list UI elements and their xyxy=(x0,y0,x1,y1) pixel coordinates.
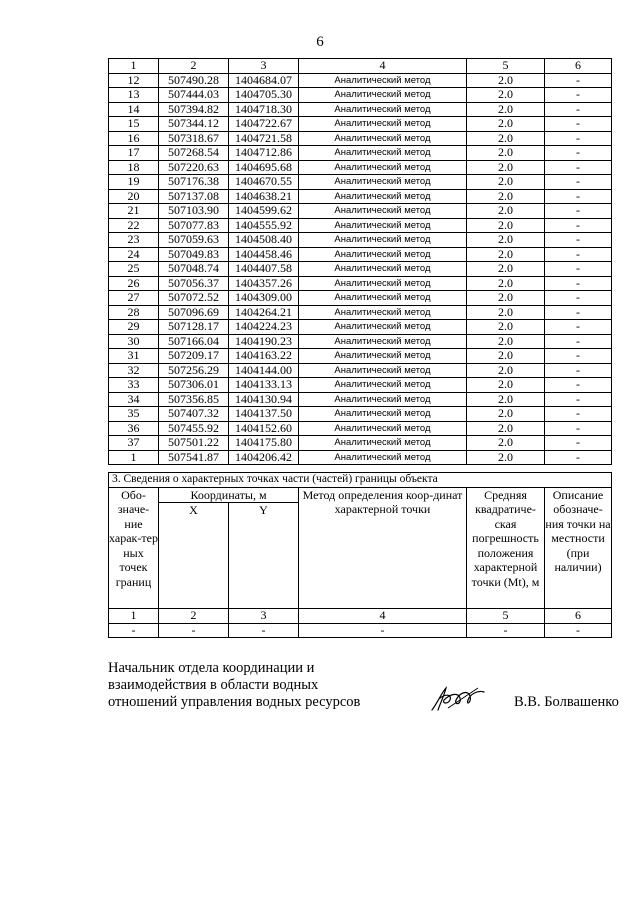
description-cell: - xyxy=(545,421,612,436)
point-number-cell: 27 xyxy=(109,291,159,306)
y-coordinate-cell: 1404684.07 xyxy=(229,73,299,88)
error-cell: 2.0 xyxy=(467,378,545,393)
section-title: 3. Сведения о характерных точках части (частей) границы объекта xyxy=(109,473,612,488)
table-row xyxy=(109,320,612,335)
y-coordinate-cell: 1404721.58 xyxy=(229,131,299,146)
method-cell: Аналитический метод xyxy=(299,392,467,407)
number-cell: 2 xyxy=(159,609,229,624)
description-cell: - xyxy=(545,218,612,233)
point-number-cell: 35 xyxy=(109,407,159,422)
table-row xyxy=(109,233,612,248)
data-cell: - xyxy=(159,623,229,638)
error-cell: 2.0 xyxy=(467,117,545,132)
error-cell: 2.0 xyxy=(467,189,545,204)
number-cell: 3 xyxy=(229,609,299,624)
x-coordinate-cell: 507048.74 xyxy=(159,262,229,277)
page-number: 6 xyxy=(316,34,324,50)
error-cell: 2.0 xyxy=(467,450,545,465)
method-cell: Аналитический метод xyxy=(299,102,467,117)
header-cell: 3 xyxy=(229,59,299,74)
method-cell: Аналитический метод xyxy=(299,334,467,349)
method-cell: Аналитический метод xyxy=(299,320,467,335)
error-cell: 2.0 xyxy=(467,407,545,422)
description-cell: - xyxy=(545,305,612,320)
error-cell: 2.0 xyxy=(467,73,545,88)
point-number-cell: 24 xyxy=(109,247,159,262)
table-row xyxy=(109,262,612,277)
section-data-row xyxy=(109,623,612,638)
x-coordinate-cell: 507268.54 xyxy=(159,146,229,161)
x-coordinate-cell: 507166.04 xyxy=(159,334,229,349)
y-coordinate-cell: 1404163.22 xyxy=(229,349,299,364)
y-coordinate-cell: 1404712.86 xyxy=(229,146,299,161)
table-row xyxy=(109,363,612,378)
description-cell: - xyxy=(545,204,612,219)
description-cell: - xyxy=(545,262,612,277)
table-row xyxy=(109,421,612,436)
method-cell: Аналитический метод xyxy=(299,262,467,277)
designation-header: Обо-значе-ние харак-тер ных точек границ xyxy=(109,487,159,609)
error-cell: 2.0 xyxy=(467,363,545,378)
point-number-cell: 1 xyxy=(109,450,159,465)
method-cell: Аналитический метод xyxy=(299,276,467,291)
table-header-row xyxy=(109,59,612,74)
error-cell: 2.0 xyxy=(467,218,545,233)
x-coordinate-cell: 507128.17 xyxy=(159,320,229,335)
table-row xyxy=(109,218,612,233)
point-number-cell: 28 xyxy=(109,305,159,320)
x-coordinate-cell: 507455.92 xyxy=(159,421,229,436)
method-cell: Аналитический метод xyxy=(299,363,467,378)
method-cell: Аналитический метод xyxy=(299,189,467,204)
error-cell: 2.0 xyxy=(467,102,545,117)
description-cell: - xyxy=(545,407,612,422)
error-cell: 2.0 xyxy=(467,349,545,364)
x-coordinate-cell: 507137.08 xyxy=(159,189,229,204)
x-header: X xyxy=(159,503,229,609)
description-cell: - xyxy=(545,175,612,190)
table-row xyxy=(109,117,612,132)
point-number-cell: 17 xyxy=(109,146,159,161)
method-cell: Аналитический метод xyxy=(299,421,467,436)
point-number-cell: 15 xyxy=(109,117,159,132)
method-cell: Аналитический метод xyxy=(299,218,467,233)
y-coordinate-cell: 1404190.23 xyxy=(229,334,299,349)
error-cell: 2.0 xyxy=(467,421,545,436)
method-cell: Аналитический метод xyxy=(299,88,467,103)
error-cell: 2.0 xyxy=(467,204,545,219)
description-cell: - xyxy=(545,102,612,117)
y-coordinate-cell: 1404264.21 xyxy=(229,305,299,320)
y-coordinate-cell: 1404722.67 xyxy=(229,117,299,132)
header-cell: 2 xyxy=(159,59,229,74)
method-cell: Аналитический метод xyxy=(299,204,467,219)
method-cell: Аналитический метод xyxy=(299,378,467,393)
x-coordinate-cell: 507077.83 xyxy=(159,218,229,233)
data-cell: - xyxy=(229,623,299,638)
table-row xyxy=(109,131,612,146)
point-number-cell: 21 xyxy=(109,204,159,219)
x-coordinate-cell: 507490.28 xyxy=(159,73,229,88)
data-cell: - xyxy=(299,623,467,638)
y-coordinate-cell: 1404152.60 xyxy=(229,421,299,436)
point-number-cell: 22 xyxy=(109,218,159,233)
method-cell: Аналитический метод xyxy=(299,291,467,306)
method-cell: Аналитический метод xyxy=(299,160,467,175)
description-cell: - xyxy=(545,146,612,161)
number-cell: 6 xyxy=(545,609,612,624)
error-cell: 2.0 xyxy=(467,160,545,175)
table-row xyxy=(109,247,612,262)
x-coordinate-cell: 507220.63 xyxy=(159,160,229,175)
point-number-cell: 20 xyxy=(109,189,159,204)
error-cell: 2.0 xyxy=(467,175,545,190)
point-number-cell: 34 xyxy=(109,392,159,407)
y-header: Y xyxy=(229,503,299,609)
signature-title-line: отношений управления водных ресурсов xyxy=(108,694,361,710)
error-cell: 2.0 xyxy=(467,131,545,146)
coordinates-table-body xyxy=(109,73,612,465)
error-header: Средняя квадратиче-ская погрешность положения характерной точки (Mt), м xyxy=(467,487,545,609)
x-coordinate-cell: 507256.29 xyxy=(159,363,229,378)
y-coordinate-cell: 1404206.42 xyxy=(229,450,299,465)
y-coordinate-cell: 1404458.46 xyxy=(229,247,299,262)
table-row xyxy=(109,305,612,320)
y-coordinate-cell: 1404144.00 xyxy=(229,363,299,378)
point-number-cell: 23 xyxy=(109,233,159,248)
table-row xyxy=(109,349,612,364)
x-coordinate-cell: 507096.69 xyxy=(159,305,229,320)
y-coordinate-cell: 1404175.80 xyxy=(229,436,299,451)
signature-block xyxy=(108,660,360,711)
number-cell: 1 xyxy=(109,609,159,624)
number-cell: 5 xyxy=(467,609,545,624)
header-cell: 6 xyxy=(545,59,612,74)
method-cell: Аналитический метод xyxy=(299,117,467,132)
error-cell: 2.0 xyxy=(467,247,545,262)
x-coordinate-cell: 507209.17 xyxy=(159,349,229,364)
table-row xyxy=(109,88,612,103)
table-row xyxy=(109,189,612,204)
handwritten-signature xyxy=(428,684,488,714)
error-cell: 2.0 xyxy=(467,276,545,291)
point-number-cell: 29 xyxy=(109,320,159,335)
description-cell: - xyxy=(545,160,612,175)
x-coordinate-cell: 507344.12 xyxy=(159,117,229,132)
point-number-cell: 33 xyxy=(109,378,159,393)
y-coordinate-cell: 1404705.30 xyxy=(229,88,299,103)
point-number-cell: 14 xyxy=(109,102,159,117)
y-coordinate-cell: 1404130.94 xyxy=(229,392,299,407)
description-cell: - xyxy=(545,73,612,88)
y-coordinate-cell: 1404133.13 xyxy=(229,378,299,393)
error-cell: 2.0 xyxy=(467,88,545,103)
method-cell: Аналитический метод xyxy=(299,175,467,190)
table-row xyxy=(109,291,612,306)
description-cell: - xyxy=(545,131,612,146)
point-number-cell: 25 xyxy=(109,262,159,277)
method-cell: Аналитический метод xyxy=(299,131,467,146)
signature-title-line: взаимодействия в области водных xyxy=(108,677,319,693)
point-number-cell: 12 xyxy=(109,73,159,88)
section-number-row xyxy=(109,609,612,624)
table-row xyxy=(109,378,612,393)
x-coordinate-cell: 507059.63 xyxy=(159,233,229,248)
y-coordinate-cell: 1404599.62 xyxy=(229,204,299,219)
method-cell: Аналитический метод xyxy=(299,450,467,465)
error-cell: 2.0 xyxy=(467,392,545,407)
y-coordinate-cell: 1404555.92 xyxy=(229,218,299,233)
error-cell: 2.0 xyxy=(467,146,545,161)
description-cell: - xyxy=(545,392,612,407)
y-coordinate-cell: 1404670.55 xyxy=(229,175,299,190)
description-cell: - xyxy=(545,450,612,465)
description-cell: - xyxy=(545,378,612,393)
description-cell: - xyxy=(545,320,612,335)
error-cell: 2.0 xyxy=(467,233,545,248)
x-coordinate-cell: 507072.52 xyxy=(159,291,229,306)
error-cell: 2.0 xyxy=(467,305,545,320)
x-coordinate-cell: 507501.22 xyxy=(159,436,229,451)
y-coordinate-cell: 1404695.68 xyxy=(229,160,299,175)
description-header: Описание обозначе-ния точки на местности (при наличии) xyxy=(545,487,612,609)
number-cell: 4 xyxy=(299,609,467,624)
description-cell: - xyxy=(545,189,612,204)
coordinates-table xyxy=(108,58,612,465)
method-cell: Аналитический метод xyxy=(299,349,467,364)
signatory-name: В.В. Болвашенко xyxy=(514,694,619,710)
error-cell: 2.0 xyxy=(467,262,545,277)
table-row xyxy=(109,175,612,190)
x-coordinate-cell: 507103.90 xyxy=(159,204,229,219)
y-coordinate-cell: 1404357.26 xyxy=(229,276,299,291)
description-cell: - xyxy=(545,88,612,103)
x-coordinate-cell: 507444.03 xyxy=(159,88,229,103)
point-number-cell: 13 xyxy=(109,88,159,103)
method-cell: Аналитический метод xyxy=(299,407,467,422)
table-row xyxy=(109,204,612,219)
description-cell: - xyxy=(545,291,612,306)
error-cell: 2.0 xyxy=(467,436,545,451)
description-cell: - xyxy=(545,436,612,451)
data-cell: - xyxy=(545,623,612,638)
y-coordinate-cell: 1404407.58 xyxy=(229,262,299,277)
y-coordinate-cell: 1404224.23 xyxy=(229,320,299,335)
signature-title-line: Начальник отдела координации и xyxy=(108,660,315,676)
header-cell: 5 xyxy=(467,59,545,74)
section-title-row xyxy=(109,473,612,488)
table-row xyxy=(109,102,612,117)
description-cell: - xyxy=(545,117,612,132)
y-coordinate-cell: 1404309.00 xyxy=(229,291,299,306)
description-cell: - xyxy=(545,363,612,378)
header-cell: 4 xyxy=(299,59,467,74)
table-row xyxy=(109,450,612,465)
table-row xyxy=(109,407,612,422)
x-coordinate-cell: 507356.85 xyxy=(159,392,229,407)
point-number-cell: 30 xyxy=(109,334,159,349)
x-coordinate-cell: 507318.67 xyxy=(159,131,229,146)
x-coordinate-cell: 507056.37 xyxy=(159,276,229,291)
point-number-cell: 36 xyxy=(109,421,159,436)
data-cell: - xyxy=(109,623,159,638)
x-coordinate-cell: 507541.87 xyxy=(159,450,229,465)
description-cell: - xyxy=(545,334,612,349)
description-cell: - xyxy=(545,276,612,291)
point-number-cell: 19 xyxy=(109,175,159,190)
section-header-row xyxy=(109,487,612,503)
table-row xyxy=(109,73,612,88)
description-cell: - xyxy=(545,247,612,262)
table-row xyxy=(109,276,612,291)
point-number-cell: 18 xyxy=(109,160,159,175)
description-cell: - xyxy=(545,349,612,364)
x-coordinate-cell: 507176.38 xyxy=(159,175,229,190)
error-cell: 2.0 xyxy=(467,320,545,335)
section3-table xyxy=(108,472,612,638)
method-cell: Аналитический метод xyxy=(299,305,467,320)
description-cell: - xyxy=(545,233,612,248)
point-number-cell: 31 xyxy=(109,349,159,364)
method-header: Метод определения коор-динат характерной точки xyxy=(299,487,467,609)
x-coordinate-cell: 507394.82 xyxy=(159,102,229,117)
data-cell: - xyxy=(467,623,545,638)
coordinates-header: Координаты, м xyxy=(159,487,299,503)
error-cell: 2.0 xyxy=(467,291,545,306)
method-cell: Аналитический метод xyxy=(299,233,467,248)
method-cell: Аналитический метод xyxy=(299,436,467,451)
table-row xyxy=(109,334,612,349)
table-row xyxy=(109,146,612,161)
error-cell: 2.0 xyxy=(467,334,545,349)
y-coordinate-cell: 1404718.30 xyxy=(229,102,299,117)
y-coordinate-cell: 1404508.40 xyxy=(229,233,299,248)
x-coordinate-cell: 507049.83 xyxy=(159,247,229,262)
y-coordinate-cell: 1404638.21 xyxy=(229,189,299,204)
header-cell: 1 xyxy=(109,59,159,74)
table-row xyxy=(109,436,612,451)
point-number-cell: 37 xyxy=(109,436,159,451)
method-cell: Аналитический метод xyxy=(299,247,467,262)
point-number-cell: 26 xyxy=(109,276,159,291)
x-coordinate-cell: 507306.01 xyxy=(159,378,229,393)
table-row xyxy=(109,160,612,175)
x-coordinate-cell: 507407.32 xyxy=(159,407,229,422)
point-number-cell: 16 xyxy=(109,131,159,146)
method-cell: Аналитический метод xyxy=(299,146,467,161)
table-row xyxy=(109,392,612,407)
method-cell: Аналитический метод xyxy=(299,73,467,88)
y-coordinate-cell: 1404137.50 xyxy=(229,407,299,422)
point-number-cell: 32 xyxy=(109,363,159,378)
